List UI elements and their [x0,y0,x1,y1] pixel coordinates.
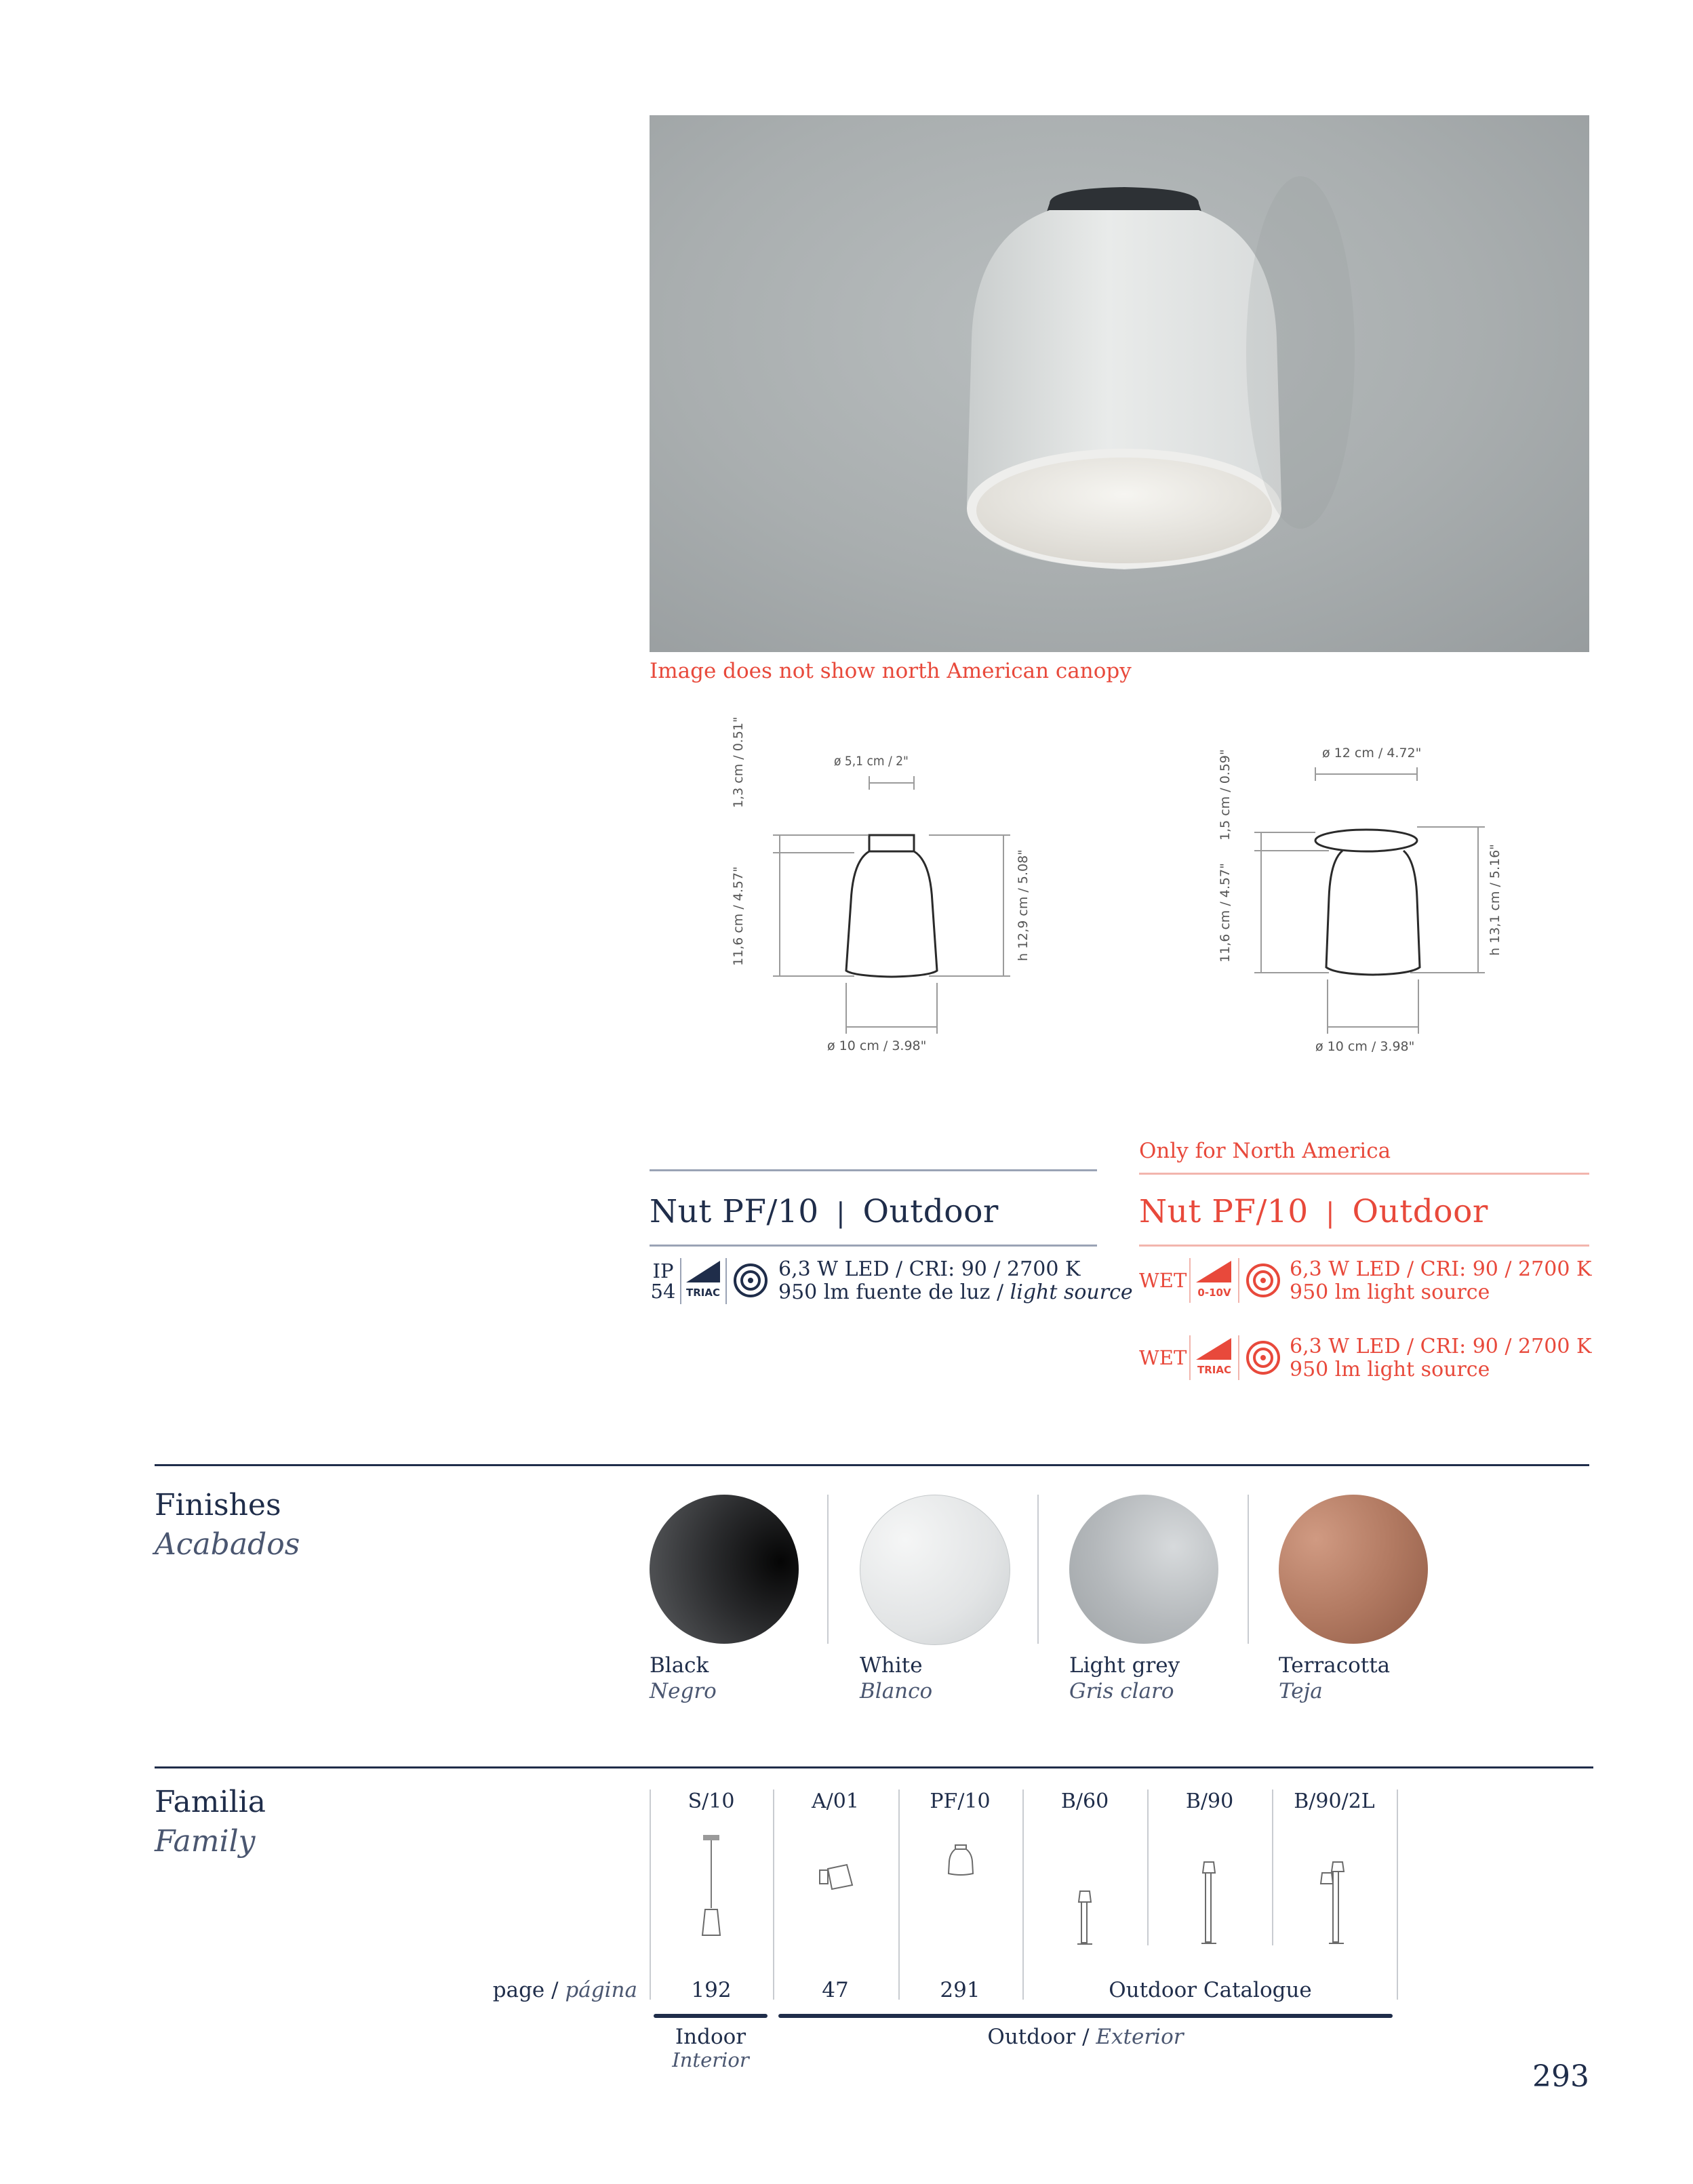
divider [650,1789,651,2000]
divider [1022,1789,1024,2000]
bollard-lamp-icon [1199,1861,1219,1946]
family-code-b60: B/60 [1060,1789,1109,1813]
finish-name: Black [650,1653,709,1678]
swatch-light-grey [1069,1495,1218,1644]
dim-canopy-label: 1,3 cm / 0.51" [731,716,746,808]
family-code-b90: B/90 [1185,1789,1234,1813]
lamp-outline-icon [732,746,1044,1085]
na-spec-power: 6,3 W LED / CRI: 90 / 2700 K [1290,1257,1592,1281]
dim-total-label: h 12,9 cm / 5.08" [1016,849,1031,961]
divider [1397,1789,1398,2000]
product-photo [650,115,1589,652]
finishes-rule [155,1464,1589,1466]
outdoor-label-es: Exterior [1096,2025,1184,2049]
divider [827,1495,829,1644]
family-code-s10: S/10 [688,1789,735,1813]
divider [1037,1495,1039,1644]
finish-white-label [860,1653,932,1704]
finishes-subtitle: Acabados [155,1527,300,1562]
double-bollard-lamp-icon [1319,1861,1349,1946]
model-na-name: Nut PF/10 [1139,1193,1309,1230]
title-separator: | [1326,1198,1336,1229]
finishes-title: Finishes [155,1488,281,1522]
finish-light-grey-label [1069,1653,1180,1704]
family-title: Familia [155,1785,266,1819]
ip-value: 54 [650,1280,676,1303]
dim-shade-label: 11,6 cm / 4.57" [731,866,746,966]
divider [898,1789,900,2000]
indoor-bracket [654,2014,768,2018]
family-code-b90-2l: B/90/2L [1294,1789,1375,1813]
eu-spec-lumen: 950 lm fuente de luz / [778,1280,1004,1304]
title-separator: | [836,1198,846,1229]
family-page-s10[interactable]: 192 [691,1978,732,2002]
page-label-en: page / [492,1978,559,2002]
bollard-lamp-icon [1075,1890,1095,1947]
page-label [407,1978,637,2002]
na-spec-lumen: 950 lm light source [1290,1280,1490,1304]
eu-spec-text [778,1258,1133,1304]
outdoor-label-en: Outdoor / [987,2025,1090,2049]
finish-name: Terracotta [1279,1653,1391,1678]
north-america-note: Only for North America [1139,1139,1391,1163]
ip-rating [650,1261,677,1301]
family-heading [155,1783,266,1861]
model-eu-name: Nut PF/10 [650,1193,819,1230]
divider [1189,1258,1191,1303]
driver-label: TRIAC [686,1287,720,1299]
divider [725,1258,727,1304]
divider [1238,1258,1239,1303]
na-spec-lumen: 950 lm light source [1290,1358,1490,1381]
finishes-heading [155,1486,300,1564]
divider [1189,1335,1191,1380]
family-code-a01: A/01 [812,1789,859,1813]
driver-label: TRIAC [1197,1364,1231,1376]
model-na-type: Outdoor [1352,1193,1488,1230]
eu-spec-power: 6,3 W LED / CRI: 90 / 2700 K [778,1257,1081,1281]
swatch-terracotta [1279,1495,1428,1644]
dim-bottom-label: ø 10 cm / 3.98" [827,1038,927,1053]
dim-top-label: ø 5,1 cm / 2" [834,754,909,769]
model-eu-type: Outdoor [862,1193,999,1230]
indoor-label [650,2025,772,2071]
photo-caption: Image does not show north American canopy [650,659,1132,683]
na-spec-power: 6,3 W LED / CRI: 90 / 2700 K [1290,1335,1592,1358]
rule-na-top [1139,1173,1589,1175]
finish-name-es: Teja [1279,1679,1323,1703]
finish-name-es: Blanco [860,1679,933,1703]
wet-label: WET [1139,1269,1187,1292]
family-rule [155,1766,1593,1768]
indoor-label-en: Indoor [675,2025,746,2049]
model-eu-title [650,1193,999,1230]
divider [773,1789,774,2000]
finish-name-es: Gris claro [1069,1679,1174,1703]
finish-name: Light grey [1069,1653,1180,1678]
page-label-es: página [565,1978,637,2002]
dimension-drawing-north-america [1214,739,1526,1078]
driver-label: 0-10V [1197,1287,1231,1299]
outdoor-bracket [778,2014,1393,2018]
dim-bottom-label-na: ø 10 cm / 3.98" [1315,1039,1415,1054]
page-number: 293 [1532,2059,1589,2094]
dim-shade-label-na: 11,6 cm / 4.57" [1218,863,1233,963]
rule-eu-top [650,1169,1097,1171]
outdoor-label [778,2025,1393,2048]
wet-label: WET [1139,1346,1187,1369]
na-spec-text [1290,1258,1591,1304]
led-source-icon [732,1262,769,1299]
dimmer-triac-icon [1195,1337,1234,1376]
ceiling-lamp-photo [650,115,1589,652]
divider [680,1258,681,1304]
led-source-icon [1245,1262,1281,1301]
finish-terracotta-label [1279,1653,1390,1704]
family-subtitle: Family [155,1824,256,1859]
divider [1238,1335,1239,1380]
family-code-pf10: PF/10 [930,1789,991,1813]
indoor-label-es: Interior [672,2048,749,2071]
lamp-outline-na-icon [1214,739,1526,1078]
rule-eu-bottom [650,1245,1097,1247]
dimension-drawing-standard [731,716,1044,1085]
swatch-black [650,1495,799,1644]
model-na-title [1139,1193,1488,1230]
wall-lamp-icon [817,1861,858,1895]
swatch-white [860,1495,1010,1645]
finish-black-label [650,1653,717,1704]
family-page-pf10[interactable]: 291 [940,1978,980,2002]
pendant-lamp-icon [693,1834,730,1942]
na-spec-text [1290,1335,1591,1381]
finish-name-es: Negro [650,1679,717,1703]
dim-top-label-na: ø 12 cm / 4.72" [1322,746,1422,761]
dimmer-triac-icon [685,1259,721,1303]
dimmer-0-10v-icon [1195,1259,1234,1299]
ceiling-lamp-icon [946,1844,976,1878]
finish-name: White [860,1653,923,1678]
family-page-a01[interactable]: 47 [822,1978,849,2002]
led-source-icon [1245,1339,1281,1379]
divider [1248,1495,1249,1644]
rule-na-bottom [1139,1245,1589,1247]
outdoor-catalogue-link[interactable]: Outdoor Catalogue [1109,1978,1312,2002]
dim-total-label-na: h 13,1 cm / 5.16" [1488,844,1502,956]
eu-spec-lumen-en: light source [1010,1280,1133,1304]
dim-canopy-label-na: 1,5 cm / 0.59" [1218,749,1233,841]
ip-label: IP [652,1259,674,1282]
